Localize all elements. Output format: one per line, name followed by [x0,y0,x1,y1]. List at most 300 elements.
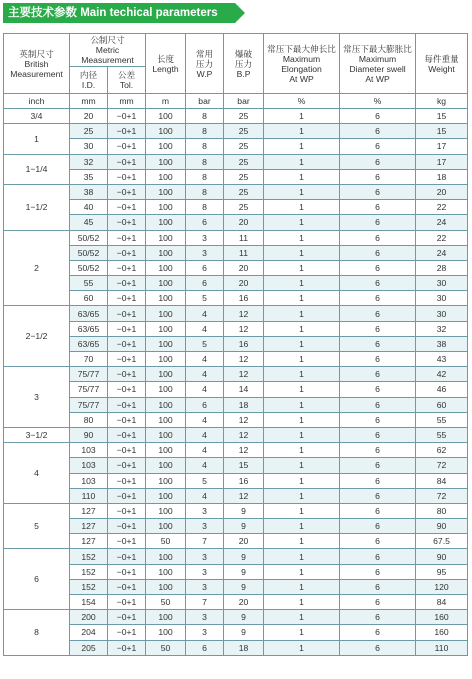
table-cell: −0+1 [108,397,146,412]
table-cell: 30 [416,291,468,306]
table-cell: 6 [340,412,416,427]
table-cell: 152 [70,549,108,564]
table-cell: 75/77 [70,397,108,412]
unit-cell: bar [186,94,224,109]
table-row [4,184,468,199]
table-cell: 100 [146,519,186,534]
table-cell: 1 [264,427,340,442]
table-row [4,503,468,518]
table-row [4,549,468,564]
table-cell: 100 [146,306,186,321]
table-cell: 6 [340,169,416,184]
table-cell: 1 [264,610,340,625]
header-bp: 爆破 压力 B.P [224,34,264,94]
table-cell: 100 [146,503,186,518]
table-cell: 6 [340,549,416,564]
table-cell: 127 [70,519,108,534]
unit-cell: % [340,94,416,109]
table-cell: 1 [264,412,340,427]
table-cell: 4 [186,382,224,397]
table-cell: 8 [186,109,224,124]
table-cell: 16 [224,291,264,306]
table-row [4,473,468,488]
table-cell: 127 [70,503,108,518]
table-cell: 100 [146,260,186,275]
units-row [4,94,468,109]
table-cell: 100 [146,458,186,473]
british-size-cell: 3−1/2 [4,427,70,442]
table-cell: 46 [416,382,468,397]
table-cell: 152 [70,564,108,579]
table-cell: −0+1 [108,412,146,427]
table-cell: 18 [224,640,264,655]
table-row [4,640,468,655]
table-cell: 25 [224,169,264,184]
header-british: 英制尺寸 British Measurement [4,34,70,94]
table-cell: 75/77 [70,367,108,382]
table-cell: 1 [264,640,340,655]
table-cell: 7 [186,534,224,549]
table-cell: 100 [146,291,186,306]
table-cell: 72 [416,458,468,473]
table-cell: 63/65 [70,336,108,351]
table-cell: 35 [70,169,108,184]
spec-table [3,33,468,656]
british-size-cell: 2−1/2 [4,306,70,367]
table-cell: 100 [146,184,186,199]
table-cell: 24 [416,215,468,230]
table-cell: 4 [186,443,224,458]
table-cell: 160 [416,610,468,625]
table-cell: −0+1 [108,154,146,169]
table-cell: 4 [186,427,224,442]
table-cell: 6 [340,200,416,215]
table-cell: 25 [224,184,264,199]
table-cell: 12 [224,367,264,382]
table-cell: 25 [224,109,264,124]
table-cell: 103 [70,458,108,473]
header-length: 长度 Length [146,34,186,94]
table-cell: 63/65 [70,321,108,336]
table-cell: 70 [70,352,108,367]
table-cell: 5 [186,291,224,306]
table-cell: 25 [224,154,264,169]
table-cell: 43 [416,352,468,367]
table-cell: 84 [416,595,468,610]
table-row [4,595,468,610]
table-cell: −0+1 [108,427,146,442]
table-cell: −0+1 [108,534,146,549]
table-row [4,124,468,139]
table-cell: 28 [416,260,468,275]
table-cell: 6 [340,595,416,610]
table-row [4,291,468,306]
table-cell: 6 [340,245,416,260]
table-cell: 1 [264,382,340,397]
table-cell: 50 [146,534,186,549]
table-cell: −0+1 [108,215,146,230]
table-cell: 1 [264,184,340,199]
table-cell: 110 [70,488,108,503]
table-cell: 3 [186,549,224,564]
table-cell: 100 [146,579,186,594]
table-row [4,534,468,549]
table-cell: 6 [340,367,416,382]
table-cell: 32 [70,154,108,169]
table-cell: 7 [186,595,224,610]
header-tol: 公差 Tol. [108,67,146,94]
table-cell: 24 [416,245,468,260]
table-cell: −0+1 [108,245,146,260]
table-cell: 50/52 [70,230,108,245]
table-cell: −0+1 [108,276,146,291]
table-cell: 45 [70,215,108,230]
table-cell: 6 [340,276,416,291]
table-cell: 1 [264,139,340,154]
table-cell: 4 [186,306,224,321]
table-row [4,276,468,291]
table-cell: 15 [416,109,468,124]
header-id: 内径 I.D. [70,67,108,94]
table-cell: 103 [70,473,108,488]
table-cell: 20 [416,184,468,199]
table-cell: 3 [186,245,224,260]
table-cell: 25 [224,124,264,139]
table-cell: 1 [264,625,340,640]
table-cell: −0+1 [108,367,146,382]
table-cell: 18 [416,169,468,184]
table-cell: 1 [264,519,340,534]
table-cell: 205 [70,640,108,655]
table-cell: 9 [224,564,264,579]
table-cell: 16 [224,336,264,351]
table-cell: 6 [340,397,416,412]
table-cell: 1 [264,169,340,184]
table-cell: −0+1 [108,291,146,306]
table-cell: 6 [340,427,416,442]
table-row [4,306,468,321]
table-cell: 100 [146,215,186,230]
table-cell: 1 [264,488,340,503]
table-row [4,245,468,260]
table-cell: 80 [416,503,468,518]
table-cell: 12 [224,306,264,321]
table-cell: 100 [146,352,186,367]
table-cell: 152 [70,579,108,594]
table-cell: 38 [416,336,468,351]
table-row [4,579,468,594]
unit-cell: mm [70,94,108,109]
table-cell: 100 [146,397,186,412]
table-row [4,109,468,124]
table-cell: 3 [186,564,224,579]
british-size-cell: 2 [4,230,70,306]
table-cell: −0+1 [108,139,146,154]
table-cell: 6 [186,215,224,230]
table-cell: 100 [146,564,186,579]
table-cell: 75/77 [70,382,108,397]
table-cell: 1 [264,215,340,230]
table-cell: 5 [186,473,224,488]
table-cell: 6 [340,382,416,397]
table-cell: 6 [340,640,416,655]
table-cell: 60 [70,291,108,306]
table-cell: 50/52 [70,260,108,275]
table-cell: 160 [416,625,468,640]
table-cell: 17 [416,154,468,169]
table-cell: 100 [146,625,186,640]
table-cell: −0+1 [108,564,146,579]
british-size-cell: 5 [4,503,70,549]
table-cell: 8 [186,184,224,199]
table-cell: 5 [186,336,224,351]
table-cell: −0+1 [108,124,146,139]
table-cell: 6 [340,321,416,336]
table-cell: 6 [340,488,416,503]
table-cell: −0+1 [108,640,146,655]
table-cell: 67.5 [416,534,468,549]
table-cell: 20 [70,109,108,124]
british-size-cell: 1 [4,124,70,154]
table-cell: 12 [224,488,264,503]
table-cell: −0+1 [108,230,146,245]
table-cell: 6 [340,458,416,473]
table-cell: 6 [340,534,416,549]
table-cell: 1 [264,291,340,306]
table-cell: 6 [186,640,224,655]
table-cell: 4 [186,352,224,367]
table-cell: 1 [264,306,340,321]
table-cell: 1 [264,245,340,260]
table-row [4,230,468,245]
table-row [4,427,468,442]
british-size-cell: 6 [4,549,70,610]
unit-cell: m [146,94,186,109]
table-cell: 1 [264,579,340,594]
table-cell: 63/65 [70,306,108,321]
table-cell: 12 [224,352,264,367]
table-cell: 6 [340,260,416,275]
table-cell: 40 [70,200,108,215]
table-cell: 8 [186,200,224,215]
table-cell: 8 [186,124,224,139]
table-cell: −0+1 [108,625,146,640]
table-cell: 1 [264,109,340,124]
table-cell: 6 [186,276,224,291]
table-cell: −0+1 [108,184,146,199]
table-cell: 1 [264,352,340,367]
british-size-cell: 1−1/4 [4,154,70,184]
table-cell: 55 [70,276,108,291]
table-cell: 9 [224,625,264,640]
table-cell: −0+1 [108,488,146,503]
table-cell: 6 [340,215,416,230]
table-cell: −0+1 [108,503,146,518]
table-cell: 55 [416,412,468,427]
table-cell: 3 [186,610,224,625]
table-cell: 1 [264,124,340,139]
british-size-cell: 1−1/2 [4,184,70,230]
table-cell: 127 [70,534,108,549]
table-cell: −0+1 [108,382,146,397]
table-cell: 1 [264,595,340,610]
table-cell: 1 [264,154,340,169]
table-row [4,367,468,382]
table-cell: 4 [186,458,224,473]
table-cell: −0+1 [108,336,146,351]
table-row [4,397,468,412]
table-row [4,519,468,534]
table-row [4,336,468,351]
table-cell: 6 [340,352,416,367]
table-cell: 8 [186,139,224,154]
table-cell: 84 [416,473,468,488]
table-row [4,458,468,473]
table-cell: 50 [146,595,186,610]
table-cell: −0+1 [108,473,146,488]
table-cell: 20 [224,595,264,610]
table-cell: 6 [340,291,416,306]
table-row [4,382,468,397]
table-cell: 1 [264,230,340,245]
table-cell: 11 [224,245,264,260]
table-cell: 6 [340,443,416,458]
table-cell: 90 [70,427,108,442]
table-cell: 100 [146,427,186,442]
table-cell: 1 [264,321,340,336]
table-cell: 6 [186,260,224,275]
table-cell: 6 [340,564,416,579]
table-cell: 22 [416,200,468,215]
table-cell: 72 [416,488,468,503]
table-cell: 4 [186,367,224,382]
table-row [4,412,468,427]
table-cell: 3 [186,230,224,245]
header-metric: 公制尺寸 Metric Measurement [70,34,146,67]
table-body [4,109,468,656]
british-size-cell: 8 [4,610,70,656]
table-cell: 100 [146,124,186,139]
table-cell: −0+1 [108,169,146,184]
table-cell: 100 [146,276,186,291]
table-cell: 100 [146,610,186,625]
table-cell: −0+1 [108,610,146,625]
table-row [4,200,468,215]
table-cell: 50/52 [70,245,108,260]
table-row [4,564,468,579]
table-cell: 8 [186,169,224,184]
unit-cell: bar [224,94,264,109]
table-cell: 4 [186,488,224,503]
table-cell: 6 [340,109,416,124]
table-cell: 12 [224,443,264,458]
table-cell: 100 [146,488,186,503]
table-cell: −0+1 [108,306,146,321]
table-cell: 204 [70,625,108,640]
table-cell: 100 [146,245,186,260]
table-cell: 6 [340,579,416,594]
unit-cell: mm [108,94,146,109]
british-size-cell: 4 [4,443,70,504]
table-cell: 1 [264,260,340,275]
table-cell: 20 [224,276,264,291]
table-cell: 8 [186,154,224,169]
table-cell: 6 [340,610,416,625]
table-cell: 90 [416,549,468,564]
header-weight: 每件重量 Weight [416,34,468,94]
table-cell: 20 [224,215,264,230]
table-cell: 3 [186,625,224,640]
table-cell: 100 [146,200,186,215]
table-cell: −0+1 [108,519,146,534]
unit-cell: kg [416,94,468,109]
table-row [4,260,468,275]
table-cell: 1 [264,276,340,291]
table-cell: 9 [224,549,264,564]
table-cell: 3 [186,519,224,534]
table-cell: 55 [416,427,468,442]
table-cell: 3 [186,579,224,594]
table-cell: −0+1 [108,109,146,124]
table-cell: −0+1 [108,321,146,336]
table-cell: 1 [264,564,340,579]
table-cell: 9 [224,503,264,518]
table-cell: 20 [224,260,264,275]
table-cell: 60 [416,397,468,412]
table-cell: 25 [224,200,264,215]
table-cell: 4 [186,412,224,427]
table-cell: 30 [416,306,468,321]
table-row [4,139,468,154]
table-cell: 1 [264,473,340,488]
header-swell: 常压下最大膨胀比 Maximum Diameter swell At WP [340,34,416,94]
table-cell: 1 [264,336,340,351]
table-cell: 1 [264,367,340,382]
table-cell: 32 [416,321,468,336]
table-cell: 30 [70,139,108,154]
table-cell: 3 [186,503,224,518]
table-row [4,215,468,230]
table-cell: 6 [340,336,416,351]
table-cell: 6 [340,625,416,640]
table-cell: 100 [146,549,186,564]
table-cell: 110 [416,640,468,655]
table-cell: 6 [340,230,416,245]
table-row [4,488,468,503]
table-cell: 100 [146,109,186,124]
table-cell: 18 [224,397,264,412]
table-cell: 200 [70,610,108,625]
table-cell: −0+1 [108,595,146,610]
table-cell: 100 [146,412,186,427]
table-cell: 38 [70,184,108,199]
header-wp: 常用 压力 W.P [186,34,224,94]
table-cell: 103 [70,443,108,458]
table-cell: 95 [416,564,468,579]
table-cell: 1 [264,200,340,215]
table-cell: 15 [224,458,264,473]
table-cell: 11 [224,230,264,245]
table-cell: 154 [70,595,108,610]
table-cell: 6 [340,519,416,534]
table-cell: −0+1 [108,443,146,458]
table-cell: 30 [416,276,468,291]
table-cell: 100 [146,367,186,382]
table-cell: 100 [146,443,186,458]
table-cell: 6 [340,139,416,154]
table-cell: 100 [146,382,186,397]
table-cell: 9 [224,579,264,594]
